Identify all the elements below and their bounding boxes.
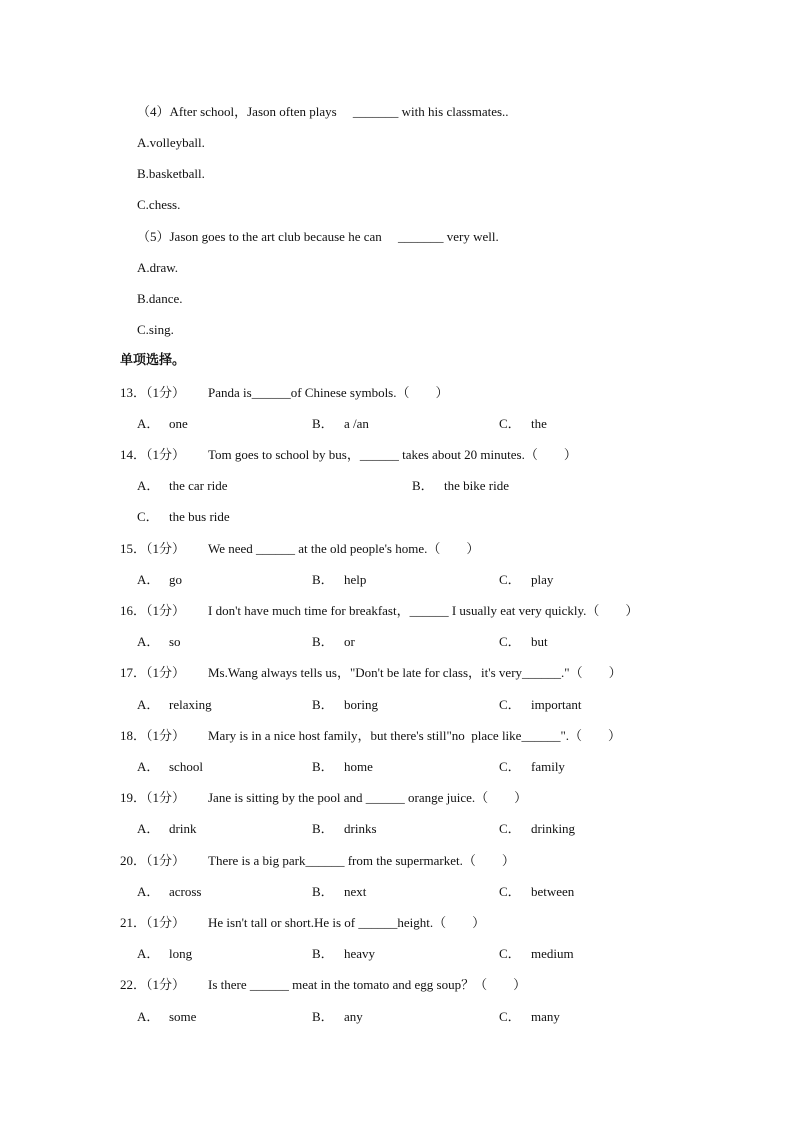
question-stem: We need ______ at the old people's home.（ ） [208, 541, 480, 556]
option-text: across [169, 884, 202, 899]
question-18 [120, 728, 621, 744]
option-c[interactable] [499, 946, 574, 962]
option-letter: C． [499, 759, 521, 774]
option-text: play [531, 572, 554, 587]
option-letter: B． [312, 1009, 334, 1024]
question-stem: He isn't tall or short.He is of ______height.（ ） [208, 915, 486, 930]
section-heading: 单项选择。 [120, 353, 186, 368]
option-b[interactable] [312, 759, 373, 775]
option-letter: B． [312, 572, 334, 587]
question-number: 21．（1分） [120, 915, 186, 930]
option-text: boring [344, 697, 378, 712]
option-letter: A． [137, 946, 160, 961]
option-b[interactable] [312, 572, 366, 588]
option-letter: C． [137, 509, 159, 524]
option-b[interactable] [312, 416, 369, 432]
option-text: medium [531, 946, 574, 961]
option-text: the bus ride [169, 509, 230, 524]
option-letter: B． [312, 884, 334, 899]
question-22 [120, 977, 526, 993]
option-text: many [531, 1009, 560, 1024]
question-number: 18．（1分） [120, 728, 186, 743]
option-letter: A． [137, 1009, 160, 1024]
question-4-option-c: C.chess. [137, 197, 181, 212]
question-stem: Is there ______ meat in the tomato and egg soup？（ ） [208, 977, 527, 992]
option-a[interactable] [137, 634, 181, 650]
option-text: a /an [344, 416, 369, 431]
question-5-option-b: B.dance. [137, 291, 183, 306]
option-a[interactable] [137, 821, 196, 837]
option-letter: A． [137, 416, 160, 431]
question-number: 17．（1分） [120, 665, 186, 680]
option-text: relaxing [169, 697, 212, 712]
question-5-option-c: C.sing. [137, 322, 174, 337]
option-c[interactable] [499, 416, 547, 432]
option-text: some [169, 1009, 197, 1024]
option-letter: A． [137, 572, 160, 587]
option-letter: B． [312, 416, 334, 431]
option-c[interactable] [499, 821, 575, 837]
option-letter: B． [312, 697, 334, 712]
option-letter: C． [499, 416, 521, 431]
question-number: 13．（1分） [120, 385, 186, 400]
option-a[interactable] [137, 946, 192, 962]
option-text: any [344, 1009, 363, 1024]
option-text: drinks [344, 821, 377, 836]
option-text: home [344, 759, 373, 774]
question-20 [120, 853, 515, 869]
question-stem: Ms.Wang always tells us，"Don't be late for class，it's very______."（ ） [208, 665, 622, 680]
option-a[interactable] [137, 759, 203, 775]
option-text: one [169, 416, 188, 431]
question-17 [120, 665, 622, 681]
question-stem: I don't have much time for breakfast，______ I usually eat very quickly.（ ） [208, 603, 639, 618]
option-letter: C． [499, 572, 521, 587]
question-stem: Tom goes to school by bus，______ takes about 20 minutes.（ ） [208, 447, 577, 462]
question-number: 14．（1分） [120, 447, 186, 462]
option-b[interactable] [312, 697, 378, 713]
question-stem: Jane is sitting by the pool and ______ orange juice.（ ） [208, 790, 528, 805]
option-text: so [169, 634, 181, 649]
option-text: between [531, 884, 575, 899]
option-letter: C． [499, 946, 521, 961]
option-letter: A． [137, 478, 160, 493]
option-text: school [169, 759, 203, 774]
question-4-option-b: B.basketball. [137, 166, 205, 181]
question-stem: There is a big park______ from the supermarket.（ ） [208, 853, 515, 868]
option-text: the car ride [169, 478, 228, 493]
option-c[interactable] [499, 697, 582, 713]
option-b[interactable] [312, 1009, 363, 1025]
option-letter: C． [499, 1009, 521, 1024]
option-letter: A． [137, 634, 160, 649]
option-letter: B． [412, 478, 434, 493]
option-letter: B． [312, 821, 334, 836]
option-c[interactable] [137, 509, 230, 525]
option-c[interactable] [499, 1009, 560, 1025]
question-number: 19．（1分） [120, 790, 186, 805]
option-letter: C． [499, 821, 521, 836]
option-text: drinking [531, 821, 576, 836]
option-text: or [344, 634, 355, 649]
option-text: next [344, 884, 367, 899]
option-letter: C． [499, 884, 521, 899]
option-letter: B． [312, 759, 334, 774]
option-letter: A． [137, 884, 160, 899]
option-letter: C． [499, 634, 521, 649]
option-c[interactable] [499, 572, 553, 588]
option-b[interactable] [312, 946, 375, 962]
question-stem: Mary is in a nice host family，but there's still"no place like______".（ ） [208, 728, 621, 743]
option-a[interactable] [137, 572, 182, 588]
option-text: drink [169, 821, 197, 836]
option-c[interactable] [499, 884, 574, 900]
option-c[interactable] [499, 759, 565, 775]
option-a[interactable] [137, 884, 202, 900]
option-letter: A． [137, 821, 160, 836]
option-a[interactable] [137, 478, 227, 494]
option-text: the bike ride [444, 478, 509, 493]
option-c[interactable] [499, 634, 548, 650]
option-letter: A． [137, 759, 160, 774]
question-stem: Panda is______of Chinese symbols.（ ） [208, 385, 449, 400]
question-4-stem: （4）After school，Jason often plays _______ with his classmates.. [137, 104, 509, 119]
option-b[interactable] [312, 884, 366, 900]
question-21 [120, 915, 485, 931]
option-b[interactable] [312, 634, 355, 650]
question-number: 22．（1分） [120, 977, 186, 992]
option-text: heavy [344, 946, 376, 961]
option-a[interactable] [137, 697, 212, 713]
option-text: go [169, 572, 182, 587]
option-text: long [169, 946, 193, 961]
option-letter: C． [499, 697, 521, 712]
option-text: the [531, 416, 547, 431]
option-text: important [531, 697, 582, 712]
question-19 [120, 790, 527, 806]
question-14 [120, 447, 577, 463]
question-15 [120, 541, 479, 557]
question-13 [120, 385, 449, 401]
option-a[interactable] [137, 416, 188, 432]
question-number: 16．（1分） [120, 603, 186, 618]
question-4-option-a: A.volleyball. [137, 135, 205, 150]
option-text: family [531, 759, 565, 774]
question-16 [120, 603, 638, 619]
option-letter: A． [137, 697, 160, 712]
question-number: 20．（1分） [120, 853, 186, 868]
option-text: but [531, 634, 548, 649]
option-a[interactable] [137, 1009, 196, 1025]
option-text: help [344, 572, 367, 587]
option-b[interactable] [312, 821, 377, 837]
option-b[interactable] [412, 478, 509, 494]
question-5-stem: （5）Jason goes to the art club because he can _______ very well. [137, 229, 499, 244]
question-number: 15．（1分） [120, 541, 186, 556]
option-letter: B． [312, 634, 334, 649]
option-letter: B． [312, 946, 334, 961]
question-5-option-a: A.draw. [137, 260, 179, 275]
